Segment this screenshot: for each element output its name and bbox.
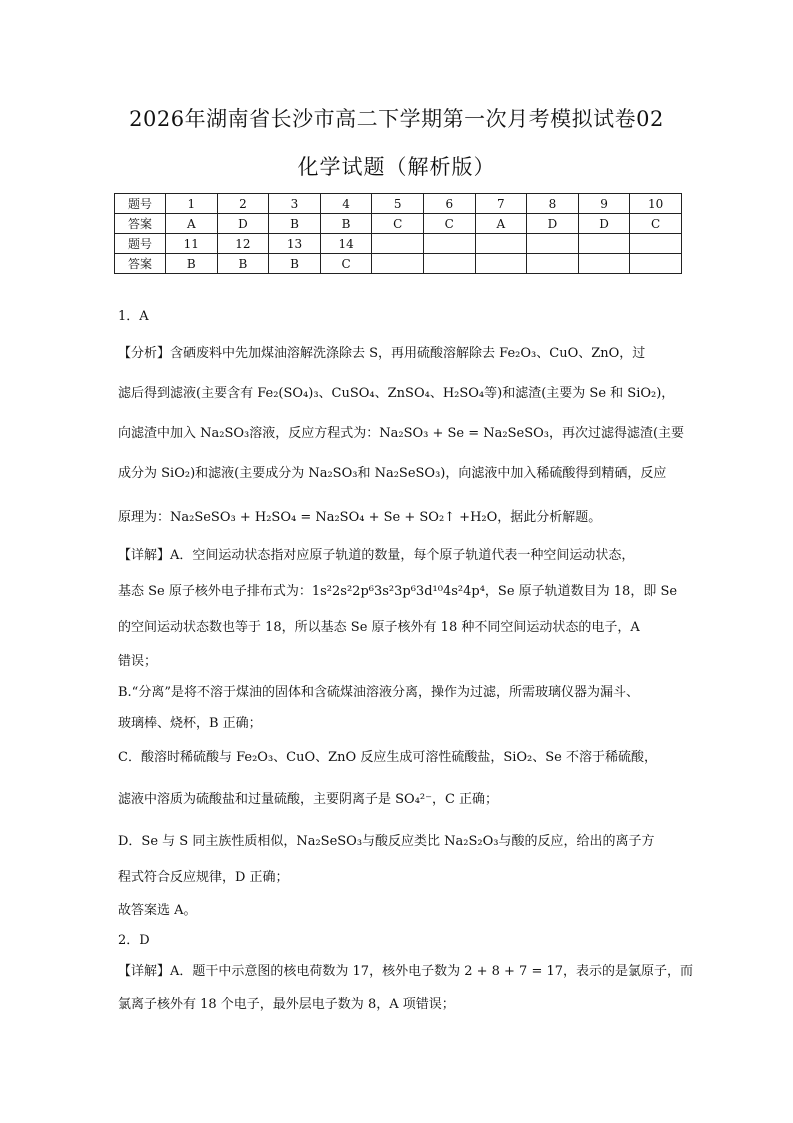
- answer-table-cell: [372, 234, 424, 254]
- detail-2a-line-2: 氯离子核外有 18 个电子，最外层电子数为 8，A 项错误；: [118, 997, 455, 1012]
- answer-table-cell: 7: [475, 194, 527, 214]
- answer-table-header-cell: 题号: [115, 234, 166, 254]
- answer-table-row: [115, 254, 682, 274]
- detail-a-line-3: 的空间运动状态数也等于 18，所以基态 Se 原子核外有 18 种不同空间运动状态的电子，A: [118, 620, 640, 635]
- answer-table-cell: 1: [166, 194, 218, 214]
- detail-a-line-2: 基态 Se 原子核外电子排布式为：1s²2s²2p⁶3s²3p⁶3d¹⁰4s²4p⁴，Se 原子轨道数目为 18，即 Se: [118, 584, 678, 599]
- answer-table-header-cell: 答案: [115, 214, 166, 234]
- answer-table-cell: 13: [269, 234, 321, 254]
- answer-table-cell: 9: [578, 194, 630, 214]
- detail-d-line-1: D．Se 与 S 同主族性质相似，Na₂SeSO₃与酸反应类比 Na₂S₂O₃与酸的反应，给出的离子方: [118, 834, 655, 849]
- answer-table-cell: 8: [527, 194, 579, 214]
- answer-table-cell: [578, 254, 630, 274]
- answer-table-cell: 4: [320, 194, 372, 214]
- answer-table-row: [115, 234, 682, 254]
- answer-table: [114, 193, 682, 274]
- answer-table-cell: D: [527, 214, 579, 234]
- answer-table-cell: [527, 254, 579, 274]
- answer-table-cell: 10: [630, 194, 682, 214]
- answer-table-row: [115, 214, 682, 234]
- answer-2-heading: 2．D: [118, 933, 150, 948]
- detail-a-line-1: 【详解】A．空间运动状态指对应原子轨道的数量，每个原子轨道代表一种空间运动状态，: [118, 548, 635, 563]
- answer-table-cell: 2: [217, 194, 269, 214]
- answer-table-cell: A: [475, 214, 527, 234]
- answer-table-cell: A: [166, 214, 218, 234]
- detail-2a-line-1: 【详解】A．题干中示意图的核电荷数为 17，核外电子数为 2 + 8 + 7 = 17，表示的是氯原子，而: [118, 964, 694, 979]
- answer-table-cell: D: [217, 214, 269, 234]
- answer-table-cell: 11: [166, 234, 218, 254]
- answer-table-cell: [423, 234, 475, 254]
- analysis-line-4: 成分为 SiO₂)和滤液(主要成分为 Na₂SO₃和 Na₂SeSO₃)，向滤液中加入稀硫酸得到精硒，反应: [118, 466, 667, 481]
- detail-d-line-2: 程式符合反应规律，D 正确；: [118, 870, 289, 885]
- answer-table-cell: [475, 234, 527, 254]
- answer-table-cell: 12: [217, 234, 269, 254]
- detail-c-line-2: 滤液中溶质为硫酸盐和过量硫酸，主要阴离子是 SO₄²⁻，C 正确；: [118, 792, 499, 807]
- detail-b-line-2: 玻璃棒、烧杯，B 正确；: [118, 716, 262, 731]
- answer-table-cell: [578, 234, 630, 254]
- analysis-line-1: 【分析】含硒废料中先加煤油溶解洗涤除去 S，再用硫酸溶解除去 Fe₂O₃、CuO、ZnO，过: [118, 346, 646, 361]
- answer-table-cell: B: [320, 214, 372, 234]
- answer-table-cell: C: [372, 214, 424, 234]
- answer-table-cell: B: [269, 254, 321, 274]
- analysis-line-2: 滤后得到滤液(主要含有 Fe₂(SO₄)₃、CuSO₄、ZnSO₄、H₂SO₄等)和滤渣(主要为 Se 和 SiO₂)，: [118, 386, 675, 401]
- analysis-line-3: 向滤渣中加入 Na₂SO₃溶液，反应方程式为：Na₂SO₃ + Se = Na₂SeSO₃，再次过滤得滤渣(主要: [118, 426, 685, 441]
- conclusion-line: 故答案选 A。: [118, 903, 197, 918]
- analysis-line-5: 原理为：Na₂SeSO₃ + H₂SO₄ = Na₂SO₄ + Se + SO₂↑ +H₂O，据此分析解题。: [118, 510, 602, 525]
- answer-table-cell: 6: [423, 194, 475, 214]
- document-subtitle: 化学试题（解析版）: [297, 155, 496, 179]
- answer-table-cell: 5: [372, 194, 424, 214]
- answer-table-cell: C: [423, 214, 475, 234]
- detail-a-line-4: 错误；: [118, 654, 158, 669]
- detail-b-line-1: B.“分离”是将不溶于煤油的固体和含硫煤油溶液分离，操作为过滤，所需玻璃仪器为漏斗、: [118, 685, 639, 700]
- answer-table-cell: B: [166, 254, 218, 274]
- detail-c-line-1: C．酸溶时稀硫酸与 Fe₂O₃、CuO、ZnO 反应生成可溶性硫酸盐，SiO₂、Se 不溶于稀硫酸，: [118, 750, 657, 765]
- answer-table-row: [115, 194, 682, 214]
- answer-table-cell: C: [320, 254, 372, 274]
- answer-table-cell: D: [578, 214, 630, 234]
- answer-table-cell: [423, 254, 475, 274]
- answer-table-cell: 14: [320, 234, 372, 254]
- answer-table-cell: [475, 254, 527, 274]
- answer-table-cell: [527, 234, 579, 254]
- answer-table-cell: [630, 234, 682, 254]
- answer-table-cell: C: [630, 214, 682, 234]
- answer-table-cell: B: [269, 214, 321, 234]
- answer-table-cell: B: [217, 254, 269, 274]
- document-title: 2026年湖南省长沙市高二下学期第一次月考模拟试卷02: [129, 107, 664, 131]
- answer-table-cell: [372, 254, 424, 274]
- answer-table-cell: 3: [269, 194, 321, 214]
- answer-table-header-cell: 答案: [115, 254, 166, 274]
- answer-table-header-cell: 题号: [115, 194, 166, 214]
- answer-table-cell: [630, 254, 682, 274]
- answer-1-heading: 1．A: [118, 309, 149, 324]
